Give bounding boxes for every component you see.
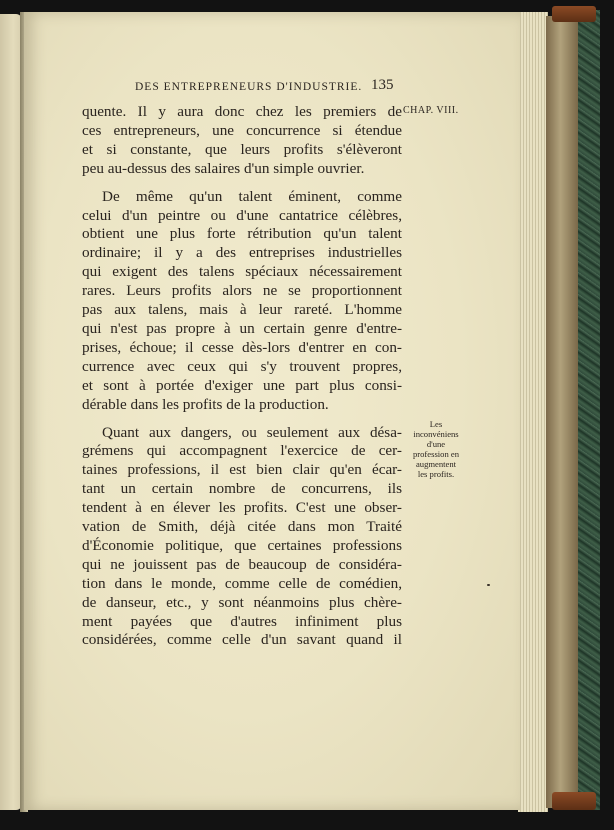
running-head: DES ENTREPRENEURS D'INDUSTRIE. (135, 81, 363, 93)
page-number: 135 (371, 77, 394, 93)
text-line: Quant aux dangers, ou seulement aux désa- (102, 423, 402, 441)
chapter-label: CHAP. VIII. (403, 105, 459, 116)
text-line: et si constante, que leurs profits s'élèveront (82, 140, 402, 158)
text-line: vation de Smith, déjà citée dans mon Traité (82, 518, 402, 536)
text-line: d'Économie politique, que certaines professions (82, 536, 402, 554)
margin-note-line: Les (429, 419, 443, 429)
text-line: taines professions, il est bien clair qu'en écar- (82, 461, 402, 479)
text-line: rares. Leurs profits alors ne se proportionnent (82, 282, 402, 300)
text-line: pas aux talens, mais à leur rareté. L'homme (82, 301, 402, 319)
text-line: grémens qui accompagnent l'exercice de cer- (82, 442, 402, 460)
margin-note-line: profession en (412, 449, 460, 459)
text-line: considérées, comme celle d'un savant quand il (82, 631, 402, 649)
book-cover-edge (546, 16, 582, 808)
text-line: ces entrepreneurs, une concurrence si étendue (82, 121, 402, 139)
text-line: peu au-dessus des salaires d'un simple ouvrier. (82, 159, 365, 177)
text-line: De même qu'un talent éminent, comme (102, 187, 402, 205)
facing-page-edge (0, 14, 22, 810)
text-line: obtient une plus forte rétribution qu'un talent (82, 225, 402, 243)
text-line: et sont à portée d'exiger une part plus consi- (82, 376, 402, 394)
text-line: ment payées que d'autres infiniment plus (82, 612, 402, 630)
margin-note-line: inconvéniens (413, 429, 459, 439)
text-line: prises, échoue; il cesse dès-lors d'entrer en con- (82, 338, 402, 356)
text-line: dérable dans les profits de la production. (82, 395, 329, 413)
text-line: celui d'un peintre ou d'une cantatrice célèbres, (82, 206, 402, 224)
text-line: tion dans le monde, comme celle de comédien, (82, 574, 402, 592)
text-line: tant un certain nombre de concurrens, ils (82, 480, 402, 498)
marbled-edge (578, 10, 600, 810)
text-line: quente. Il y aura donc chez les premiers de (82, 103, 402, 120)
text-line: qui ne jouissent pas de beaucoup de considéra- (82, 555, 402, 573)
body-text (82, 103, 402, 650)
margin-note-line: augmentent (415, 459, 457, 469)
spine-cap-bottom (552, 792, 596, 810)
margin-note-line: les profits. (417, 469, 455, 479)
margin-note-line: d'une (426, 439, 446, 449)
ink-speck (487, 584, 490, 586)
text-line: currence avec ceux qui s'y trouvent propres, (82, 357, 402, 375)
spine-cap-top (552, 6, 596, 22)
text-line: tendent à en élever les profits. C'est une obser- (82, 499, 402, 517)
text-line: qui exigent des talens spéciaux nécessairement (82, 263, 402, 281)
text-line: de danseur, etc., y sont néanmoins plus chère- (82, 593, 402, 611)
text-line: ordinaire; il y a des entreprises industrielles (82, 244, 402, 262)
page-stack-edge (518, 12, 548, 812)
text-line: qui n'est pas propre à un certain genre d'entre- (82, 319, 402, 337)
margin-note (402, 419, 470, 479)
